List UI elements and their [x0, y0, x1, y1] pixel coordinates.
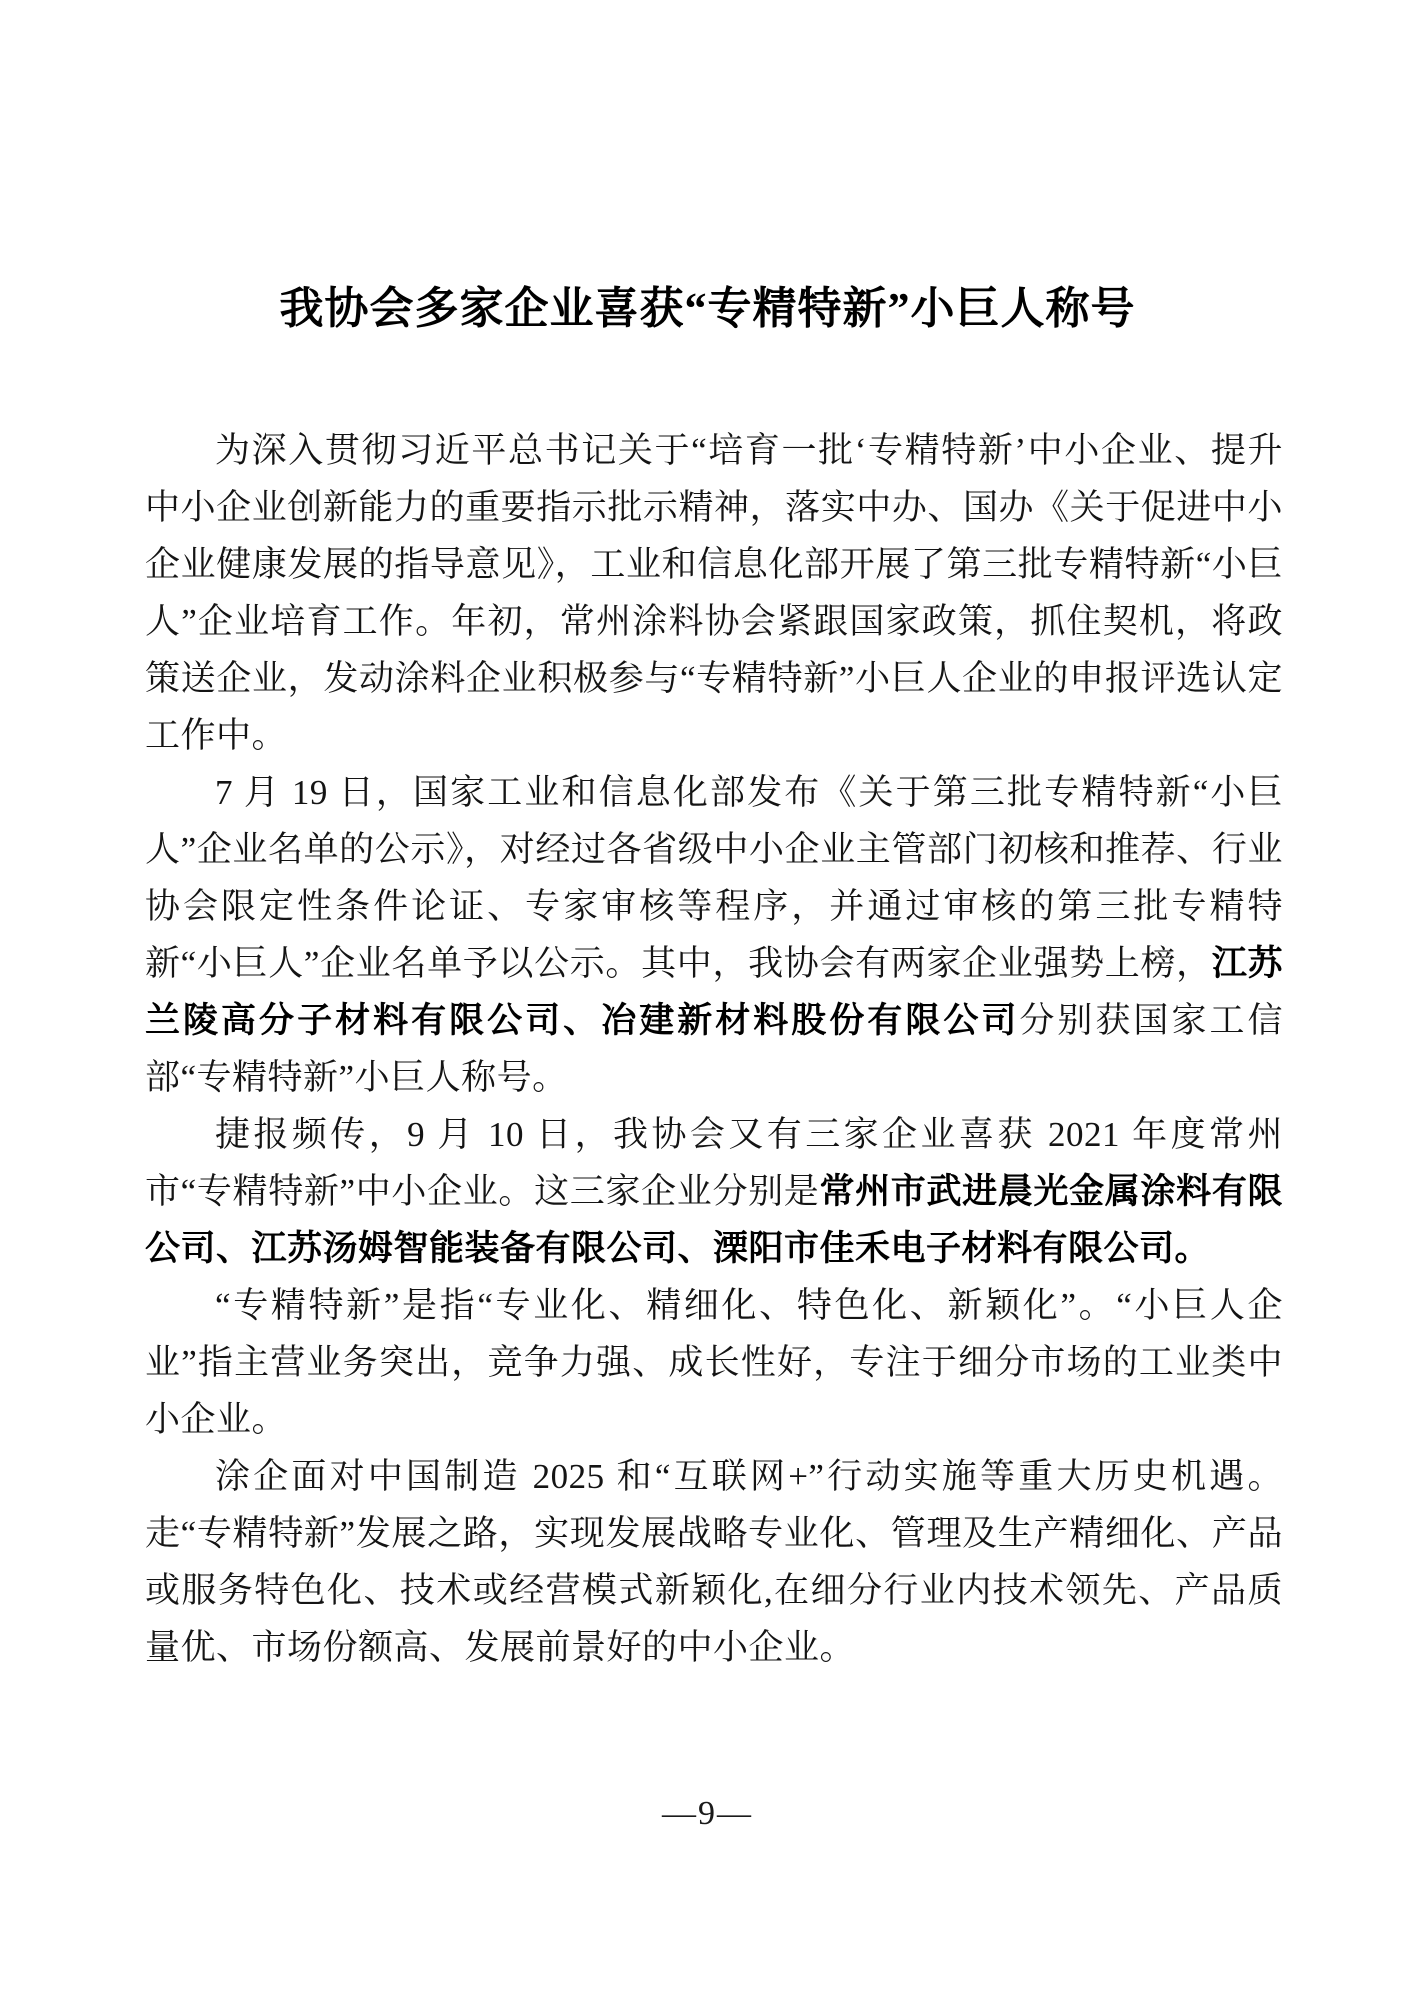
company-names-bold: 常州市武进晨光金属涂料有限公司、江苏汤姆智能装备有限公司、溧阳市佳禾电子材料有限公司。 — [145, 1172, 1283, 1268]
paragraph — [145, 1277, 1283, 1448]
paragraph — [145, 764, 1283, 1106]
text-run: 为深入贯彻习近平总书记关于“培育一批‘专精特新’中小企业、提升中小企业创新能力的重要指示批示精神，落实中办、国办《关于促进中小企业健康发展的指导意见》，工业和信息化部开展了第三批专精特新“小巨人”企业培育工作。年初，常州涂料协会紧跟国家政策，抓住契机，将政策送企业，发动涂料企业积极参与“专精特新”小巨人企业的申报评选认定工作中。 — [145, 431, 1283, 755]
document-title: 我协会多家企业喜获“专精特新”小巨人称号 — [279, 284, 1136, 333]
text-run: 7 月 19 日，国家工业和信息化部发布《关于第三批专精特新“小巨人”企业名单的公示》，对经过各省级中小企业主管部门初核和推荐、行业协会限定性条件论证、专家审核等程序，并通过审核的第三批专精特新“小巨人”企业名单予以公示。其中，我协会有两家企业强势上榜， — [145, 773, 1283, 983]
paragraph — [145, 1106, 1283, 1277]
text-run: 捷报频传，9 月 10 日，我协会又有三家企业喜获 2021 年度常州市“专精特新”中小企业。这三家企业分别是 — [145, 1115, 1283, 1211]
paragraph — [145, 422, 1283, 764]
page-number: —9— — [662, 1795, 753, 1832]
paragraph — [145, 1448, 1283, 1676]
text-run: 分别获国家工信部“专精特新”小巨人称号。 — [145, 1001, 1283, 1097]
text-run: 涂企面对中国制造 2025 和“互联网+”行动实施等重大历史机遇。走“专精特新”发展之路，实现发展战略专业化、管理及生产精细化、产品或服务特色化、技术或经营模式新颖化,在细分行业内技术领先、产品质量优、市场份额高、发展前景好的中小企业。 — [145, 1457, 1283, 1667]
company-names-bold: 江苏兰陵高分子材料有限公司、冶建新材料股份有限公司 — [145, 944, 1283, 1040]
document-body — [0, 422, 1415, 1676]
text-run: “专精特新”是指“专业化、精细化、特色化、新颖化”。“小巨人企业”指主营业务突出，竞争力强、成长性好，专注于细分市场的工业类中小企业。 — [145, 1286, 1283, 1439]
